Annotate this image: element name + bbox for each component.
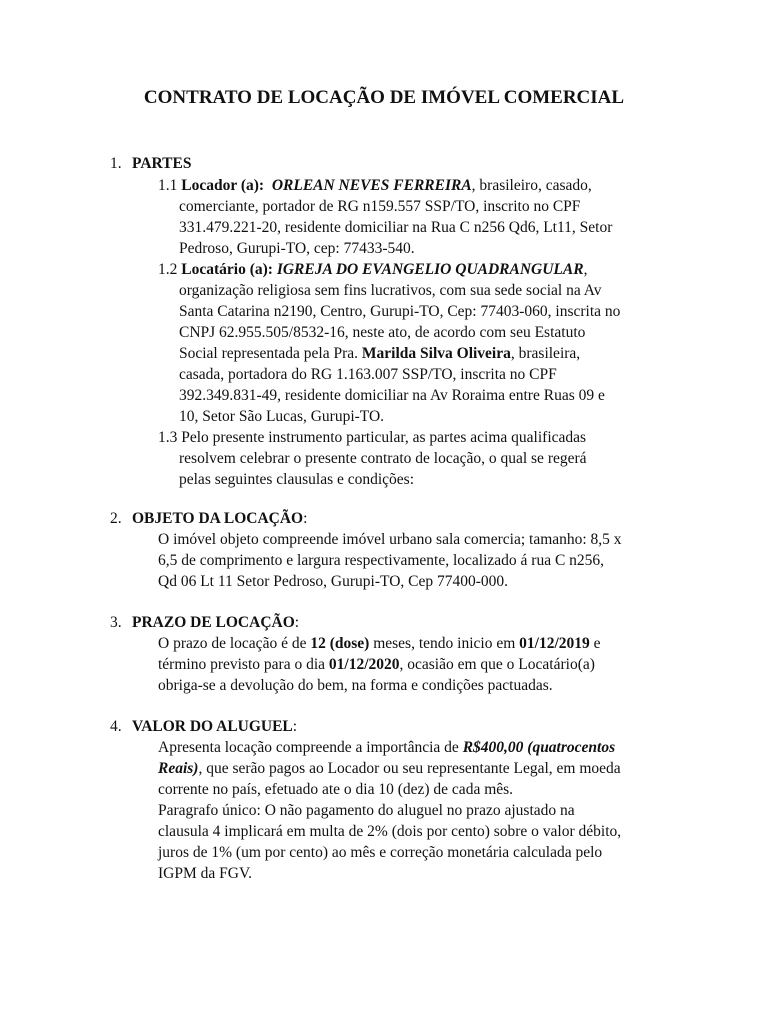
text-line: Social representada pela Pra. <box>179 345 362 362</box>
section-2-heading <box>110 508 307 529</box>
text-line: casada, portadora do RG 1.163.007 SSP/TO, inscrita no CPF <box>179 366 557 383</box>
clause-number: 1.3 <box>158 429 178 446</box>
text-line: Qd 06 Lt 11 Setor Pedroso, Gurupi-TO, Cep 77400-000. <box>158 573 509 590</box>
text-line: término previsto para o dia <box>158 656 329 673</box>
section-title: OBJETO DA LOCAÇÃO <box>132 510 304 527</box>
heading-colon: : <box>294 614 300 631</box>
text-line: O prazo de locação é de <box>158 635 311 652</box>
section-4-body <box>158 737 678 884</box>
text-line: , ocasião em que o Locatário(a) <box>399 656 595 673</box>
text-line: resolvem celebrar o presente contrato de locação, o qual se regerá <box>179 450 587 467</box>
text-line: Paragrafo único: O não pagamento do aluguel no prazo ajustado na <box>158 802 575 819</box>
text-line: 10, Setor São Lucas, Gurupi-TO. <box>179 408 385 425</box>
text-line: meses, tendo inicio em <box>369 635 520 652</box>
clause-label: Locatário (a): <box>181 261 273 278</box>
text-line: , que serão pagos ao Locador ou seu representante Legal, em moeda <box>198 760 621 777</box>
text-line: 392.349.831-49, residente domiciliar na Av Roraima entre Ruas 09 e <box>179 387 605 404</box>
text-line: , <box>583 261 588 278</box>
clause-label: Locador (a): <box>181 177 265 194</box>
section-number: 3. <box>110 614 122 631</box>
text-line: 6,5 de comprimento e largura respectivamente, localizado á rua C n256, <box>158 552 605 569</box>
representative-name: Marilda Silva Oliveira <box>361 345 511 362</box>
party-name: ORLEAN NEVES FERREIRA <box>271 177 472 194</box>
end-date: 01/12/2020 <box>328 656 400 673</box>
text-line: juros de 1% (um por cento) ao mês e correção monetária calculada pelo <box>158 844 603 861</box>
section-3-heading <box>110 612 299 633</box>
text-line: Santa Catarina n2190, Centro, Gurupi-TO, Cep: 77403-060, inscrita no <box>179 303 621 320</box>
text-line: corrente no país, efetuado ate o dia 10 (dez) de cada mês. <box>158 781 514 798</box>
text-line: O imóvel objeto compreende imóvel urbano sala comercia; tamanho: 8,5 x <box>158 531 622 548</box>
rent-amount-cont: Reais) <box>158 760 199 777</box>
text-line: pelas seguintes clausulas e condições: <box>179 471 415 488</box>
section-title: PRAZO DE LOCAÇÃO <box>132 614 295 631</box>
clause-1-3 <box>158 427 678 490</box>
text-line: 331.479.221-20, residente domiciliar na Rua C n256 Qd6, Lt11, Setor <box>179 219 613 236</box>
heading-colon: : <box>292 718 298 735</box>
text-line: obriga-se a devolução do bem, na forma e condições pactuadas. <box>158 677 553 694</box>
section-2-body <box>158 529 678 592</box>
section-number: 1. <box>110 155 122 172</box>
text-line: Pedroso, Gurupi-TO, cep: 77433-540. <box>179 240 415 257</box>
section-number: 4. <box>110 718 122 735</box>
clause-number: 1.2 <box>158 261 178 278</box>
text-line: comerciante, portador de RG n159.557 SSP/TO, inscrito no CPF <box>179 198 581 215</box>
text-line: clausula 4 implicará em multa de 2% (dois por cento) sobre o valor débito, <box>158 823 622 840</box>
text-line: Apresenta locação compreende a importância de <box>158 739 463 756</box>
rent-amount: R$400,00 (quatrocentos <box>462 739 616 756</box>
text-line: IGPM da FGV. <box>158 865 253 882</box>
text-line: , brasileiro, casado, <box>471 177 592 194</box>
clause-1-1 <box>158 175 678 259</box>
section-1-heading <box>110 153 191 174</box>
section-4-heading <box>110 716 297 737</box>
start-date: 01/12/2019 <box>519 635 590 652</box>
text-line: , brasileira, <box>510 345 581 362</box>
section-number: 2. <box>110 510 122 527</box>
text-line: organização religiosa sem fins lucrativos, com sua sede social na Av <box>179 282 602 299</box>
section-3-body <box>158 633 678 696</box>
clause-number: 1.1 <box>158 177 178 194</box>
text-line: CNPJ 62.955.505/8532-16, neste ato, de acordo com seu Estatuto <box>179 324 586 341</box>
clause-1-2 <box>158 259 678 427</box>
contract-title: CONTRATO DE LOCAÇÃO DE IMÓVEL COMERCIAL <box>143 87 625 108</box>
text-line: e <box>589 635 601 652</box>
heading-colon: : <box>303 510 308 527</box>
party-name: IGREJA DO EVANGELIO QUADRANGULAR <box>276 261 584 278</box>
term-duration: 12 (dose) <box>310 635 370 652</box>
text-line: Pelo presente instrumento particular, as partes acima qualificadas <box>177 429 587 446</box>
section-title: PARTES <box>132 155 192 172</box>
section-title: VALOR DO ALUGUEL <box>132 718 293 735</box>
